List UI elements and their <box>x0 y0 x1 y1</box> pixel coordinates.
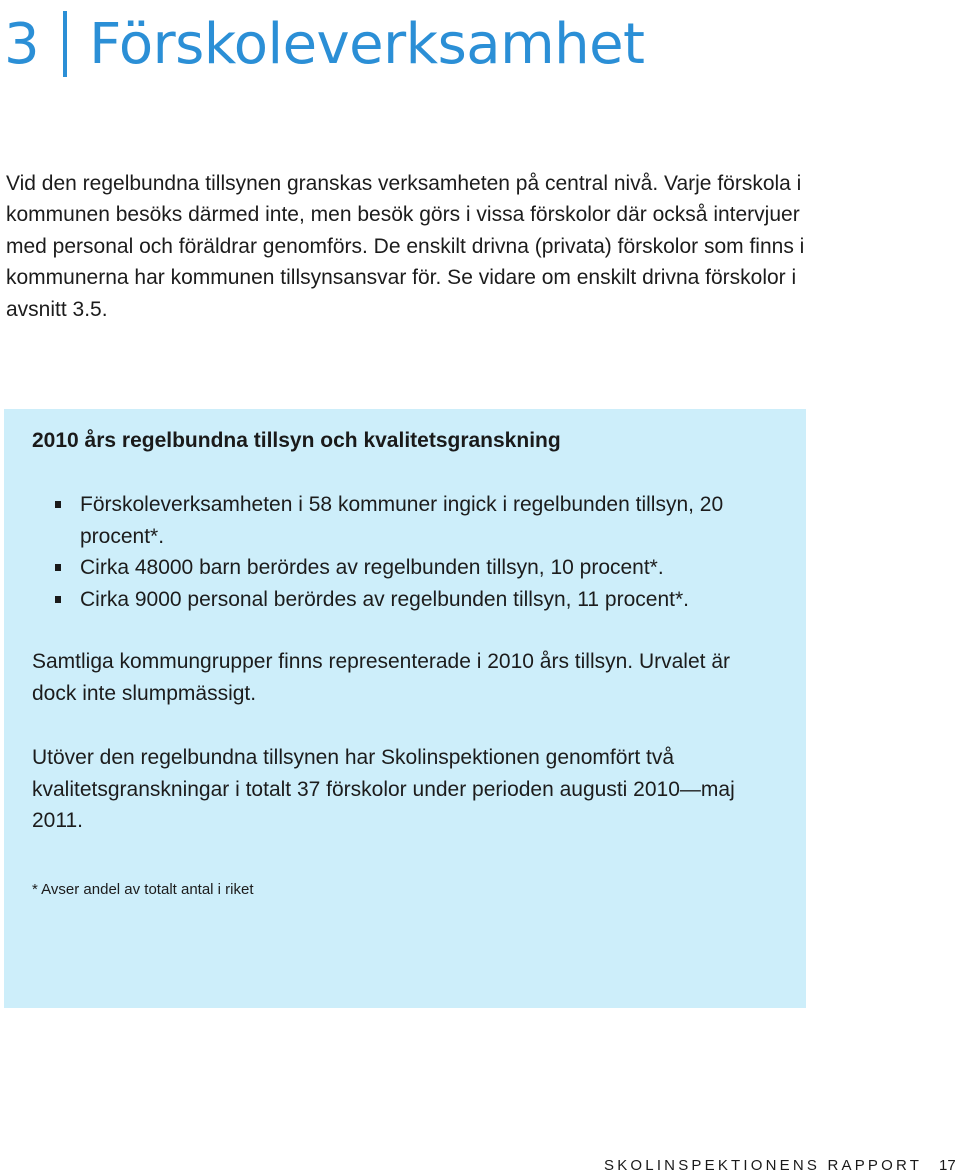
quality-review-paragraph: Utöver den regelbundna tillsynen har Skolinspektionen genomfört två kvalitetsgranskningar i totalt 37 förskolor under perioden augusti 2010—maj 2011. <box>32 746 735 832</box>
fact-text: Cirka 48000 barn berördes av regelbunden tillsyn, 10 procent*. <box>80 556 664 579</box>
chapter-number: 3 <box>4 11 40 77</box>
fact-box-title: 2010 års regelbundna tillsyn och kvalitetsgranskning <box>32 429 561 452</box>
running-footer: SKOLINSPEKTIONENS RAPPORT <box>604 1157 923 1174</box>
square-bullet-icon <box>55 564 61 571</box>
chapter-divider <box>63 11 67 77</box>
fact-item <box>32 552 762 584</box>
fact-item <box>32 584 762 616</box>
footnote: * Avser andel av totalt antal i riket <box>32 880 254 898</box>
chapter-heading <box>4 6 645 82</box>
intro-paragraph: Vid den regelbundna tillsynen granskas verksamheten på central nivå. Varje förskola i kommunen besöks därmed inte, men besök görs i vissa förskolor där också intervjuer med personal och föräldrar genomförs. De enskilt drivna (privata) förskolor som finns i kommunerna har kommunen tillsynsansvar för. Se vidare om enskilt drivna förskolor i avsnitt 3.5. <box>6 172 805 321</box>
page-number: 17 <box>939 1157 956 1174</box>
fact-text: Cirka 9000 personal berördes av regelbunden tillsyn, 11 procent*. <box>80 587 689 611</box>
square-bullet-icon <box>55 596 61 603</box>
fact-text: Förskoleverksamheten i 58 kommuner ingick i regelbunden tillsyn, 20 procent*. <box>80 493 724 548</box>
fact-box <box>4 409 806 1008</box>
sample-paragraph: Samtliga kommungrupper finns representerade i 2010 års tillsyn. Urvalet är dock inte slumpmässigt. <box>32 650 730 705</box>
fact-item <box>32 489 762 552</box>
square-bullet-icon <box>55 501 61 508</box>
fact-list <box>32 489 762 615</box>
chapter-title: Förskoleverksamhet <box>89 11 645 77</box>
